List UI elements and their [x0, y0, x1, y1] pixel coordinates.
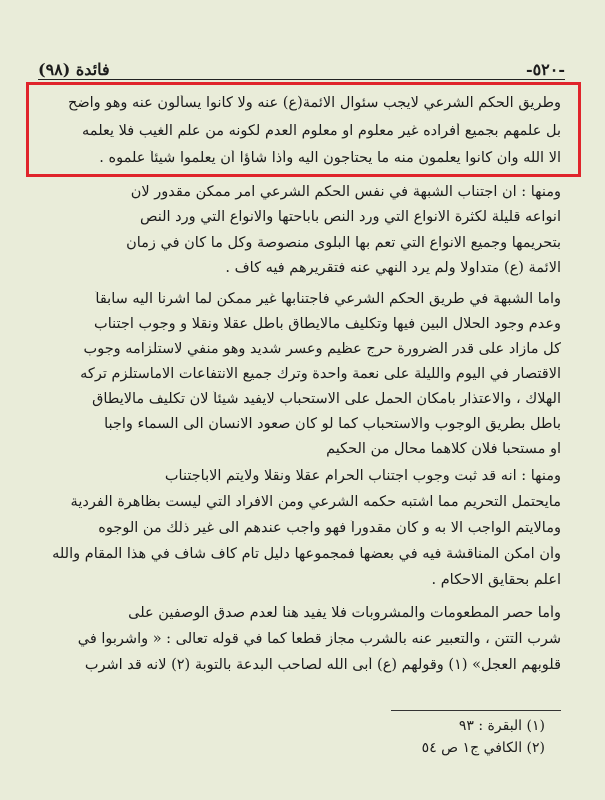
- text-line: باطل بطريق الوجوب والاستحباب كما لو كان صعود الانسان الى السماء واجبا: [104, 416, 561, 432]
- text-line: وطريق الحكم الشرعي لايجب سئوال الائمة(ع) عنه ولا كانوا يسألون عنه وهو واضح: [67, 95, 561, 111]
- text-line: وعدم وجود الحلال البين فيها وتكليف مالايطاق باطل عقلا ونقلا و وجوب اجتناب: [94, 316, 561, 332]
- text-line: واما الشبهة في طريق الحكم الشرعي فاجتنابها غير ممكن لما اشرنا اليه سابقاً: [95, 291, 561, 307]
- footnote: (١) البقرة : ٩٣: [458, 718, 545, 734]
- text-line: ومنها : ان اجتناب الشبهة في نفس الحكم الشرعي امر ممكن مقدور لان: [130, 184, 561, 200]
- header-divider: [38, 79, 565, 80]
- text-line: مايحتمل التحريم مما اشتبه حكمه الشرعي ومن الافراد التي ليست بظاهرة الفردية: [70, 494, 561, 510]
- text-line: اعلم بحقايق الاحكام .: [431, 572, 561, 588]
- footnote: (٢) الكافي ج١ ص ٥٤: [421, 740, 545, 756]
- text-line: بل علمهم بجميع أفراده غير معلوم او معلوم العدم لكونه من علم الغيب فلا يعلمه: [82, 123, 561, 139]
- page-number: -٥٢٠-: [525, 60, 565, 79]
- text-line: وأن امكن المناقشة فيه في بعضها فمجموعها دليل تام كاف شاف في هذا المقام والله: [52, 546, 561, 562]
- text-line: الاقتصار في اليوم والليلة على نعمة واحدة وترك جميع الانتفاعات الاماستلزم تركه: [80, 366, 561, 382]
- text-line: كل مازاد على قدر الضرورة حرج عظيم وعسر شديد وهو منفي لاستلزامه وجوب: [83, 341, 561, 357]
- text-line: او مستحبا فلان كلاهما محال من الحكيم: [326, 441, 561, 457]
- text-line: ومنها : انه قد ثبت وجوب اجتناب الحرام عقلا ونقلا ولايتم الاباجتناب: [164, 468, 561, 484]
- text-line: الهلاك ، والاعتذار بامكان الحمل على الاستحباب لايفيد شيئاً لان تكليف مالايطاق: [92, 391, 561, 407]
- text-line: بتحريمها وجميع الانواع التي تعم بها البلوى منصوصة وكل ما كان في زمان: [126, 235, 561, 251]
- section-title: فائدة (٩٨): [38, 60, 110, 79]
- footnote-divider: [391, 710, 561, 711]
- text-line: شرب التتن ، والتعبير عنه بالشرب مجاز قطعاً كما في قوله تعالى : « واشربوا في: [77, 631, 561, 647]
- text-line: ومالايتم الواجب الا به و كان مقدوراً فهو واجب عندهم الى غير ذلك من الوجوه: [98, 520, 561, 536]
- text-line: انواعه قليلة لكثرة الانواع التي ورد النص باباحتها والانواع التي ورد النص: [139, 209, 561, 225]
- text-line: وأما حصر المطعومات والمشروبات فلا يفيد هنا لعدم صدق الوصفين على: [128, 605, 561, 621]
- text-line: الائمة (ع) متداولا ولم يرد النهي عنه فتقريرهم فيه كاف .: [225, 260, 561, 276]
- page-header: [38, 60, 565, 79]
- text-line: الا الله وان كانوا يعلمون منه ما يحتاجون اليه وأذا شاؤا أن يعلموا شيئاً علموه .: [99, 150, 561, 166]
- text-line: قلوبهم العجل» (١) وقولهم (ع) أبى الله لصاحب البدعة بالتوبة (٢) لانه قد اشرب: [84, 657, 561, 673]
